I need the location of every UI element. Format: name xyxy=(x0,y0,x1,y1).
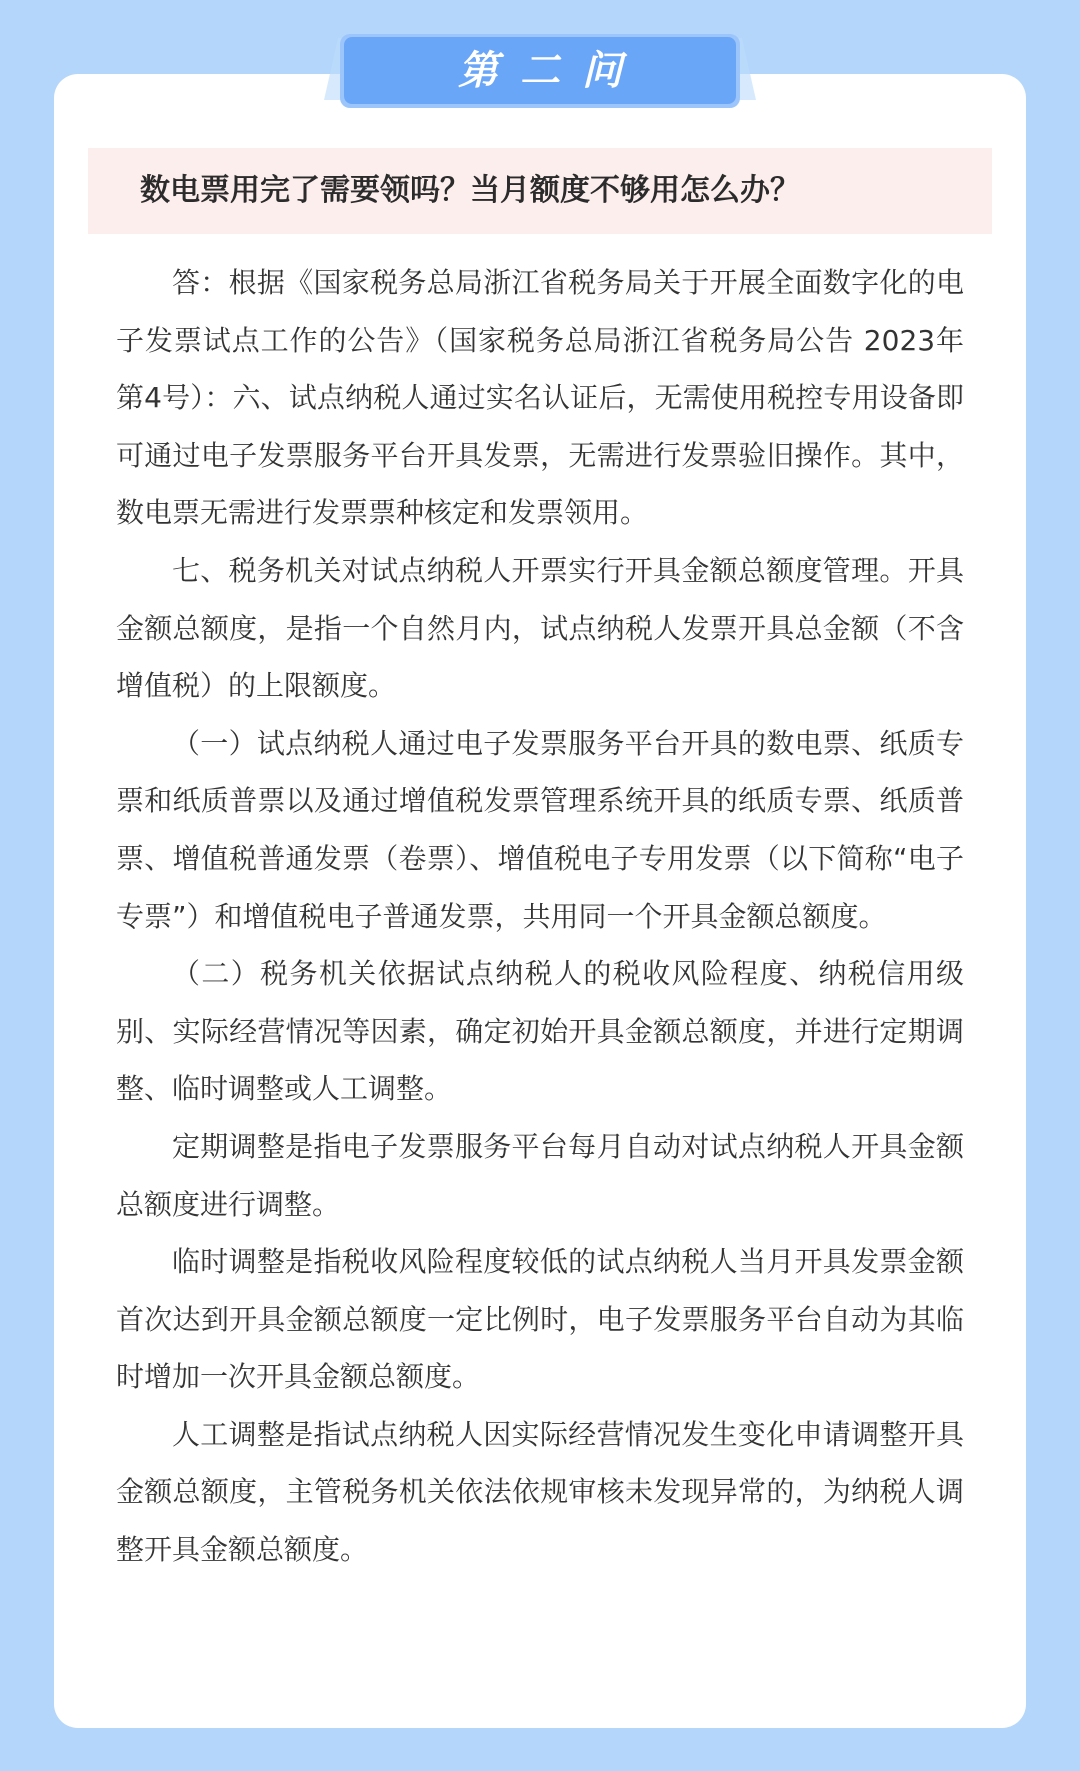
answer-paragraph-6: 临时调整是指税收风险程度较低的试点纳税人当月开具发票金额首次达到开具金额总额度一定比例时，电子发票服务平台自动为其临时增加一次开具金额总额度。 xyxy=(116,1245,964,1394)
section-tab xyxy=(316,34,764,110)
answer-paragraph-4: （二）税务机关依据试点纳税人的税收风险程度、纳税信用级别、实际经营情况等因素，确定初始开具金额总额度，并进行定期调整、临时调整或人工调整。 xyxy=(116,957,964,1106)
answer-paragraph-3: （一）试点纳税人通过电子发票服务平台开具的数电票、纸质专票和纸质普票以及通过增值税发票管理系统开具的纸质专票、纸质普票、增值税普通发票（卷票）、增值税电子专用发票（以下简称“电子专票”）和增值税电子普通发票，共用同一个开具金额总额度。 xyxy=(116,726,964,933)
question-heading: 数电票用完了需要领吗？当月额度不够用怎么办？ xyxy=(140,173,800,208)
tab-title: 第二问 xyxy=(458,48,644,94)
answer-paragraph-5: 定期调整是指电子发票服务平台每月自动对试点纳税人开具金额总额度进行调整。 xyxy=(116,1129,964,1221)
answer-paragraph-7: 人工调整是指试点纳税人因实际经营情况发生变化申请调整开具金额总额度，主管税务机关依法依规审核未发现异常的，为纳税人调整开具金额总额度。 xyxy=(116,1417,964,1567)
answer-paragraph-2: 七、税务机关对试点纳税人开票实行开具金额总额度管理。开具金额总额度，是指一个自然月内，试点纳税人发票开具总金额（不含增值税）的上限额度。 xyxy=(116,553,964,703)
question-band xyxy=(88,148,992,234)
answer-body xyxy=(116,254,964,1579)
answer-paragraph-1: 答：根据《国家税务总局浙江省税务局关于开展全面数字化的电子发票试点工作的公告》（国家税务总局浙江省税务局公告 2023年第4号）：六、试点纳税人通过实名认证后，无需使用税控专用设备即可通过电子发票服务平台开具发票，无需进行发票验旧操作。其中，数电票无需进行发票票种核定和发票领用。 xyxy=(116,266,964,530)
